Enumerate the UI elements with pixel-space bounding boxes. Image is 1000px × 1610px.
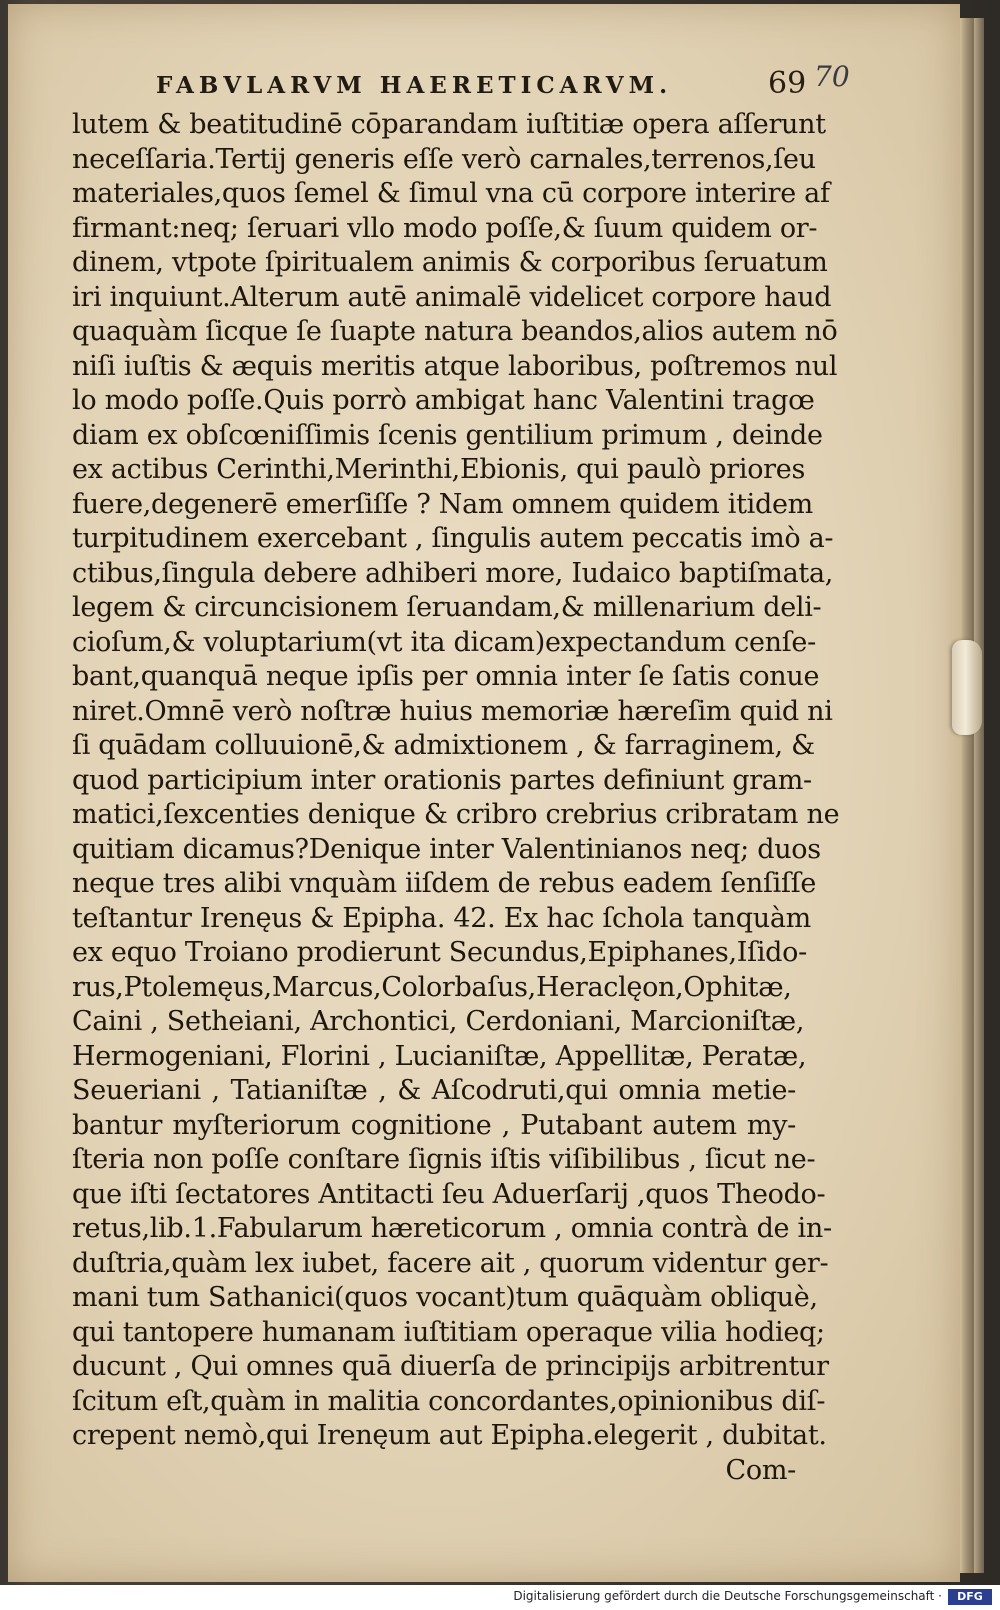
text-line: matici,ſexcenties denique & cribro crebrius cribratam ne [72,799,840,830]
text-line: materiales,quos ſemel & ſimul vna cū corpore interire af [72,178,830,209]
page-edge [960,18,974,1573]
text-line: ſteria non poſſe conſtare ſignis iſtis viſibilibus , ſicut ne- [72,1144,816,1175]
text-line: firmant:neq; ſeruari vllo modo poſſe,& ſuum quidem or- [72,212,818,244]
text-line: quaquàm ſicque ſe ſuapte natura beandos,alios autem nō [72,316,838,347]
text-line: dinem, vtpote ſpiritualem animis & corporibus ſeruatum [72,247,828,278]
text-line: cioſum,& voluptarium(vt ita dicam)expectandum cenſe- [72,626,816,658]
footer-credit: Digitalisierung gefördert durch die Deutsche Forschungsgemeinschaft · [513,1589,942,1603]
text-line: diam ex obſcœniſſimis ſcenis gentilium primum , deinde [72,419,823,451]
text-line: bant,quanquā neque ipſis per omnia inter ſe ſatis conue [72,661,820,692]
body-text [72,108,840,1488]
text-line: lutem & beatitudinē cōparandam iuſtitiæ opera aſſerunt [72,109,826,140]
text-line: quod participium inter orationis partes definiunt gram- [72,764,812,796]
text-line: Hermogeniani, Florini , Lucianiſtæ, Appellitæ, Peratæ, [72,1040,807,1072]
running-head: FABVLARVM HAERETICARVM. [156,72,673,99]
text-line: niret.Omnē verò noſtræ huius memoriæ hæreſim quid ni [72,695,833,727]
text-line: fuere,degenerē emerſiſſe ? Nam omnem quidem itidem [72,488,813,520]
dfg-logo: DFG [948,1589,992,1605]
text-line: rus,Ptolemęus,Marcus,Colorbaſus,Heraclęon,Ophitæ, [72,971,792,1003]
text-line: ex equo Troiano prodierunt Secundus,Epiphanes,Iſido- [72,937,807,968]
text-line: bantur myſteriorum cognitione , Putabant autem my- [72,1109,796,1141]
text-line: ducunt , Qui omnes quā diuerſa de principijs arbitrentur [72,1351,829,1382]
book-clasp [952,640,982,735]
text-line: neceſſaria.Tertij generis eſſe verò carnales,terrenos,ſeu [72,143,816,175]
footer-bar [0,1585,1000,1610]
text-line: niſi iuſtis & æquis meritis atque laboribus, poſtremos nul [72,350,838,382]
text-line: ſcitum eſt,quàm in malitia concordantes,opinionibus diſ- [72,1385,826,1417]
text-line: Seueriani , Tatianiſtæ , & Aſcodruti,qui omnia metie- [72,1075,796,1106]
text-line: teſtantur Irenęus & Epipha. 42. Ex hac ſchola tanquàm [72,902,811,934]
text-line: retus,lib.1.Fabularum hæreticorum , omnia contrà de in- [72,1213,832,1244]
catchword: Com- [725,1454,796,1486]
text-line: quitiam dicamus?Denique inter Valentinianos neq; duos [72,833,821,865]
book-page [8,4,960,1582]
text-line: ex actibus Cerinthi,Merinthi,Ebionis, qui paulò priores [72,454,806,485]
text-line: crepent nemò,qui Irenęum aut Epipha.elegerit , dubitat. [72,1420,827,1451]
text-line: duſtria,quàm lex iubet, facere ait , quorum videntur ger- [72,1247,829,1279]
text-line: iri inquiunt.Alterum autē animalē videlicet corpore haud [72,281,832,313]
text-line: mani tum Sathanici(quos vocant)tum quāquàm obliquè, [72,1282,818,1313]
text-line: legem & circuncisionem ſeruandam,& millenarium deli- [72,592,822,623]
text-line: lo modo poſſe.Quis porrò ambigat hanc Valentini tragœ [72,385,815,416]
text-line: neque tres alibi vnquàm iiſdem de rebus eadem ſenſiſſe [72,868,817,899]
page-header [116,60,876,104]
text-line: turpitudinem exercebant , ſingulis autem peccatis imò a- [72,523,834,554]
book-cover-edge [974,18,984,1573]
printed-folio: 69 [768,66,807,101]
text-line: ſi quādam colluuionē,& admixtionem , & farraginem, & [72,730,815,761]
text-line: ctibus,ſingula debere adhiberi more, Iudaico baptiſmata, [72,557,834,589]
text-line: qui tantopere humanam iuſtitiam operaque vilia hodieq; [72,1316,825,1348]
text-line: Caini , Setheiani, Archontici, Cerdoniani, Marcioniſtæ, [72,1006,805,1037]
text-line: que iſti ſectatores Antitacti ſeu Aduerſarij ,quos Theodo- [72,1178,826,1210]
handwritten-folio: 70 [814,60,850,93]
